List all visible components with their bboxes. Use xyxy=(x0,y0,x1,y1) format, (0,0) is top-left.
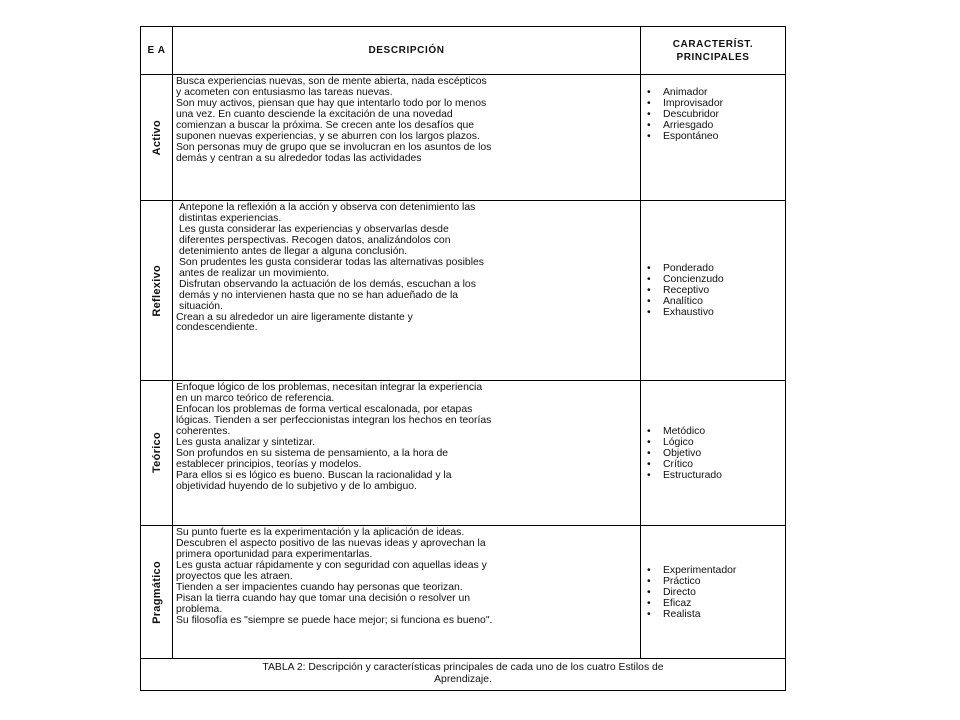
characteristic-item: • Práctico xyxy=(647,576,785,587)
header-caracteristicas xyxy=(641,27,786,75)
description-line: condescendiente. xyxy=(176,322,258,334)
description-line: Pisan la tierra cuando hay que tomar una decisión o resolver un xyxy=(176,592,470,604)
style-name-label: Activo xyxy=(150,119,163,156)
characteristic-item: • Arriesgado xyxy=(647,120,785,131)
description-line: Descubren el aspecto positivo de las nuevas ideas y aprovechan la xyxy=(176,537,486,549)
style-name-label: Teórico xyxy=(150,432,163,474)
description-line: Antepone la reflexión a la acción y observa con detenimiento las xyxy=(179,202,476,213)
style-name-cell xyxy=(141,526,173,659)
table-row xyxy=(141,526,786,659)
description-line: Disfrutan observando la actuación de los demás, escuchan a los xyxy=(179,278,476,290)
characteristic-item: • Directo xyxy=(647,587,785,598)
description-line: distintas experiencias. xyxy=(179,212,282,224)
characteristic-item: • Realista xyxy=(647,609,785,620)
style-name-cell xyxy=(141,381,173,526)
characteristics-cell xyxy=(641,75,786,201)
characteristic-item: • Animador xyxy=(647,87,785,98)
description-line: demás y no intervienen hasta que no se han adueñado de la xyxy=(179,289,459,301)
characteristic-item: • Espontáneo xyxy=(647,131,785,142)
description-line: antes de realizar un movimiento. xyxy=(179,267,330,279)
description-line: coherentes. xyxy=(176,425,231,437)
learning-styles-table xyxy=(140,26,786,691)
description-line: Les gusta considerar las experiencias y observarlas desde xyxy=(179,223,449,235)
header-caracteristicas-line2: PRINCIPALES xyxy=(676,51,750,63)
description-line: comienzan a buscar la próxima. Se crecen ante los desafíos que xyxy=(176,119,475,131)
characteristic-item: • Objetivo xyxy=(647,448,785,459)
description-line: Son personas muy de grupo que se involucran en los asuntos de los xyxy=(176,141,492,153)
description-line: en un marco teórico de referencia. xyxy=(176,392,335,404)
table-caption xyxy=(141,659,786,691)
description-line: diferentes perspectivas. Recogen datos, analizándolos con xyxy=(179,234,451,246)
description-line: establecer principios, teorías y modelos. xyxy=(176,458,362,470)
style-name-cell xyxy=(141,75,173,201)
description-line: suponen nuevas experiencias, y se aburren con los largos plazos. xyxy=(176,130,480,142)
characteristic-item: • Eficaz xyxy=(647,598,785,609)
description-line: Son prudentes les gusta considerar todas las alternativas posibles xyxy=(179,256,484,268)
description-line: Enfocan los problemas de forma vertical escalonada, por etapas xyxy=(176,403,473,415)
description-line: Son muy activos, piensan que hay que intentarlo todo por lo menos xyxy=(176,97,487,109)
table-row xyxy=(141,381,786,526)
characteristic-item: • Metódico xyxy=(647,426,785,437)
description-line: lógicas. Tienden a ser perfeccionistas integran los hechos en teorías xyxy=(176,414,492,426)
header-caracteristicas-line1: CARACTERÍST. xyxy=(672,38,754,50)
characteristic-item: • Experimentador xyxy=(647,565,785,576)
description-line: Enfoque lógico de los problemas, necesitan integrar la experiencia xyxy=(176,382,483,393)
description-line: Crean a su alrededor un aire ligeramente distante y xyxy=(176,311,413,323)
characteristic-item: • Exhaustivo xyxy=(647,307,785,318)
description-line: problema. xyxy=(176,603,223,615)
description-line: Son profundos en su sistema de pensamiento, a la hora de xyxy=(176,447,449,459)
description-line: una vez. En cuanto desciende la excitación de una novedad xyxy=(176,108,453,120)
table-row xyxy=(141,201,786,381)
description-line: situación. xyxy=(179,300,223,312)
description-line: Su filosofía es "siempre se puede hace mejor; si funciona es bueno". xyxy=(176,614,493,626)
description-line: Les gusta analizar y sintetizar. xyxy=(176,436,316,448)
characteristic-item: • Receptivo xyxy=(647,285,785,296)
characteristic-item: • Concienzudo xyxy=(647,274,785,285)
characteristics-cell xyxy=(641,526,786,659)
description-cell xyxy=(173,201,641,381)
characteristic-item: • Lógico xyxy=(647,437,785,448)
description-line: detenimiento antes de llegar a alguna conclusión. xyxy=(179,245,408,257)
description-cell xyxy=(173,381,641,526)
header-descripcion: DESCRIPCIÓN xyxy=(173,27,641,75)
description-line: demás y centran a su alrededor todas las actividades xyxy=(176,152,422,164)
description-cell xyxy=(173,526,641,659)
characteristic-item: • Improvisador xyxy=(647,98,785,109)
style-name-label: Pragmático xyxy=(150,560,163,624)
description-line: Tienden a ser impacientes cuando hay personas que teorizan. xyxy=(176,581,463,593)
description-line: primera oportunidad para experimentarlas. xyxy=(176,548,373,560)
characteristic-item: • Analítico xyxy=(647,296,785,307)
characteristic-item: • Descubridor xyxy=(647,109,785,120)
description-line: objetividad huyendo de lo subjetivo y de lo ambiguo. xyxy=(176,480,417,492)
table-caption-line2: Aprendizaje. xyxy=(434,673,492,685)
characteristic-item: • Estructurado xyxy=(647,470,785,481)
characteristic-item: • Crítico xyxy=(647,459,785,470)
characteristics-cell xyxy=(641,381,786,526)
table-caption-line1: TABLA 2: Descripción y características principales de cada uno de los cuatro Estilos de xyxy=(262,662,664,673)
description-line: Busca experiencias nuevas, son de mente abierta, nada escépticos xyxy=(176,76,487,87)
characteristics-list xyxy=(647,426,785,481)
description-line: Les gusta actuar rápidamente y con seguridad con aquellas ideas y xyxy=(176,559,487,571)
style-name-label: Reflexivo xyxy=(150,264,163,317)
style-name-cell xyxy=(141,201,173,381)
characteristics-list xyxy=(647,565,785,620)
characteristics-list xyxy=(647,87,785,142)
header-ea: E A xyxy=(141,27,173,75)
description-line: y acometen con entusiasmo las tareas nuevas. xyxy=(176,86,393,98)
description-line: proyectos que les atraen. xyxy=(176,570,293,582)
characteristics-cell xyxy=(641,201,786,381)
table-row xyxy=(141,75,786,201)
description-line: Para ellos si es lógico es bueno. Buscan la racionalidad y la xyxy=(176,469,452,481)
characteristic-item: • Ponderado xyxy=(647,263,785,274)
table-header-row xyxy=(141,27,786,75)
characteristics-list xyxy=(647,263,785,318)
description-line: Su punto fuerte es la experimentación y la aplicación de ideas. xyxy=(176,527,465,538)
description-cell xyxy=(173,75,641,201)
table-caption-row xyxy=(141,659,786,691)
